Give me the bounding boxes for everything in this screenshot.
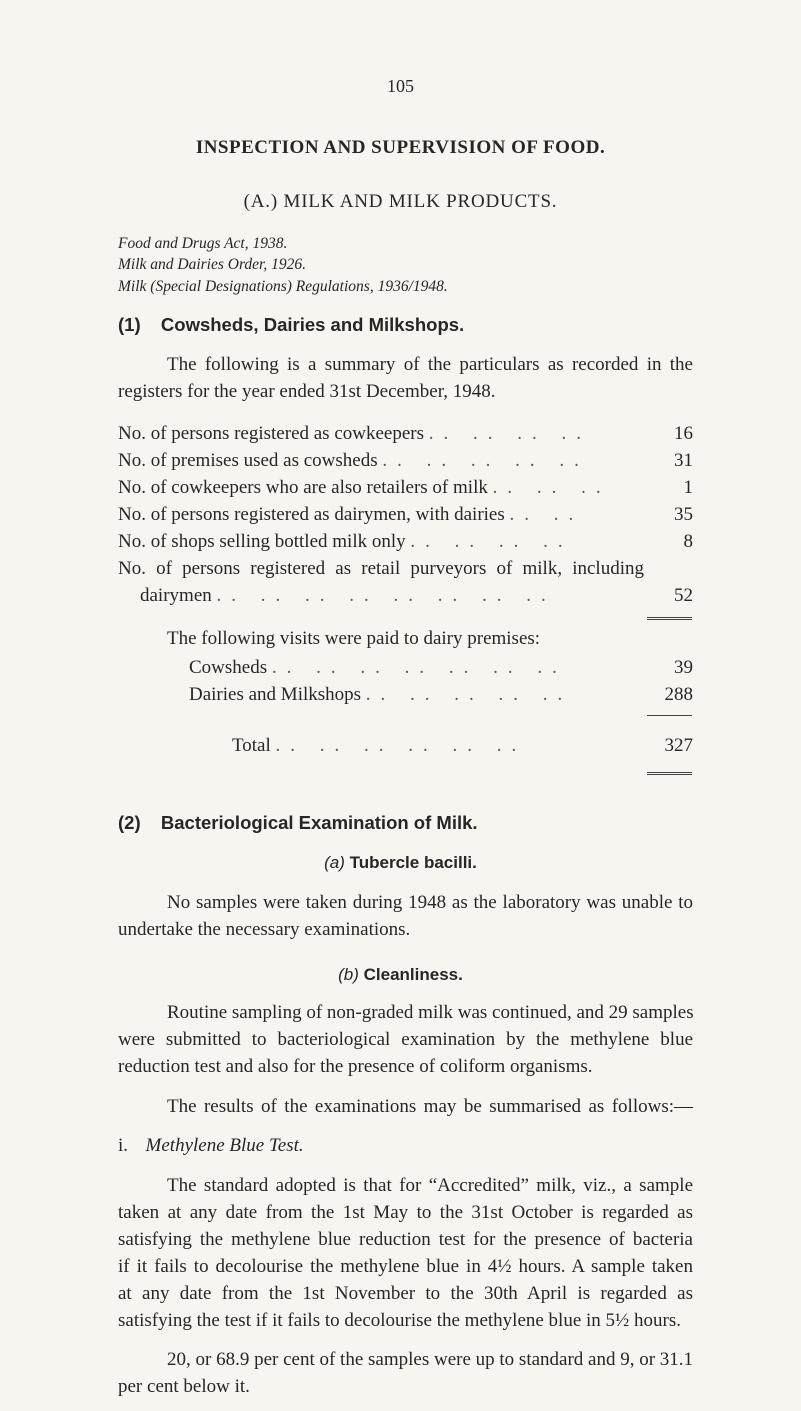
section1-intro-line: registers for the year ended 31st December, 1948. — [118, 381, 496, 402]
register-value: 31 — [674, 450, 693, 471]
results-intro: The results of the examinations may be summarised as follows:— — [167, 1096, 693, 1117]
act-reference: Milk (Special Designations) Regulations, 1936/1948. — [118, 278, 448, 295]
test-heading — [118, 1135, 304, 1157]
paragraph-line: The standard adopted is that for “Accredited” milk, viz., a sample — [167, 1175, 693, 1196]
sum-rule — [647, 715, 692, 716]
paragraph-line: Routine sampling of non-graded milk was continued, and 29 samples — [167, 1002, 694, 1023]
section2-heading — [118, 812, 478, 834]
register-row: No. of cowkeepers who are also retailers of milk .. .. .. 1 — [118, 477, 693, 498]
visit-value: 39 — [674, 657, 693, 678]
register-label: No. of persons registered as dairymen, with dairies — [118, 504, 505, 525]
section2-title: Bacteriological Examination of Milk. — [160, 812, 478, 833]
register-label: No. of cowkeepers who are also retailers of milk — [118, 477, 488, 498]
register-row: No. of persons registered as cowkeepers .. .. .. .. 16 — [118, 423, 693, 444]
paragraph-line: satisfying the test if it fails to decolourise the methylene blue in 5½ hours. — [118, 1310, 682, 1331]
register-label: dairymen — [140, 585, 212, 606]
paragraph-line: 20, or 68.9 per cent of the samples were up to standard and 9, or 31.1 — [167, 1349, 694, 1370]
visit-row: Cowsheds .. .. .. .. .. .. .. 39 — [189, 657, 693, 678]
page-number: 105 — [387, 76, 414, 96]
subsection-a-title: Tubercle bacilli. — [349, 853, 477, 872]
visit-row: Dairies and Milkshops .. .. .. .. .. 288 — [189, 684, 693, 705]
visit-value: 288 — [664, 684, 693, 705]
act-reference: Food and Drugs Act, 1938. — [118, 235, 288, 252]
paragraph-line: per cent below it. — [118, 1376, 250, 1397]
register-label-multiline: No. of persons registered as retail purveyors of milk, including — [118, 558, 644, 579]
visit-label: Dairies and Milkshops — [189, 684, 362, 705]
section1-heading — [118, 314, 464, 336]
total-label: Total — [232, 735, 271, 756]
paragraph-line: undertake the necessary examinations. — [118, 919, 411, 940]
total-row: Total .. .. .. .. .. .. 327 — [232, 735, 693, 756]
register-value: 1 — [683, 477, 693, 498]
register-label: No. of shops selling bottled milk only — [118, 531, 406, 552]
subsection-b-marker: (b) — [338, 965, 359, 984]
subsection-a-heading — [0, 853, 801, 873]
section1-intro-line: The following is a summary of the particulars as recorded in the — [167, 354, 693, 375]
act-reference: Milk and Dairies Order, 1926. — [118, 256, 306, 273]
paragraph-line: were submitted to bacteriological examination by the methylene blue — [118, 1029, 693, 1050]
subsection-a-marker: (a) — [324, 853, 345, 872]
register-row: dairymen .. .. .. .. .. .. .. .. 52 — [140, 585, 693, 606]
paragraph-line: at any date from the 1st November to the 30th April is regarded as — [118, 1283, 693, 1304]
paragraph-line: No samples were taken during 1948 as the laboratory was unable to — [167, 892, 693, 913]
test-name: Methylene Blue Test. — [145, 1135, 304, 1156]
section2-number: (2) — [118, 812, 141, 833]
visits-intro: The following visits were paid to dairy premises: — [167, 628, 541, 649]
register-value: 52 — [674, 585, 693, 606]
register-row: No. of shops selling bottled milk only .. .. .. .. 8 — [118, 531, 693, 552]
register-value: 35 — [674, 504, 693, 525]
double-rule — [647, 617, 692, 620]
page-title: INSPECTION AND SUPERVISION OF FOOD. — [195, 137, 606, 158]
subsection-b-title: Cleanliness. — [363, 965, 463, 984]
section1-title: Cowsheds, Dairies and Milkshops. — [160, 314, 465, 335]
section-subtitle: (A.) MILK AND MILK PRODUCTS. — [243, 191, 558, 212]
section1-number: (1) — [118, 314, 141, 335]
register-row: No. of persons registered as dairymen, with dairies .. .. 35 — [118, 504, 693, 525]
register-value: 8 — [683, 531, 693, 552]
paragraph-line: reduction test and also for the presence of coliform organisms. — [118, 1056, 593, 1077]
register-label: No. of premises used as cowsheds — [118, 450, 378, 471]
test-marker: i. — [118, 1135, 129, 1156]
double-rule — [647, 772, 692, 775]
register-row: No. of premises used as cowsheds .. .. .. .. .. 31 — [118, 450, 693, 471]
register-value: 16 — [674, 423, 693, 444]
paragraph-line: satisfying the methylene blue reduction test for the presence of bacteria — [118, 1229, 693, 1250]
subsection-b-heading — [0, 965, 801, 985]
visit-label: Cowsheds — [189, 657, 268, 678]
total-value: 327 — [664, 735, 693, 756]
register-label: No. of persons registered as cowkeepers — [118, 423, 425, 444]
paragraph-line: taken at any date from the 1st May to the 31st October is regarded as — [118, 1202, 693, 1223]
paragraph-line: if it fails to decolourise the methylene blue in 4½ hours. A sample taken — [118, 1256, 693, 1277]
